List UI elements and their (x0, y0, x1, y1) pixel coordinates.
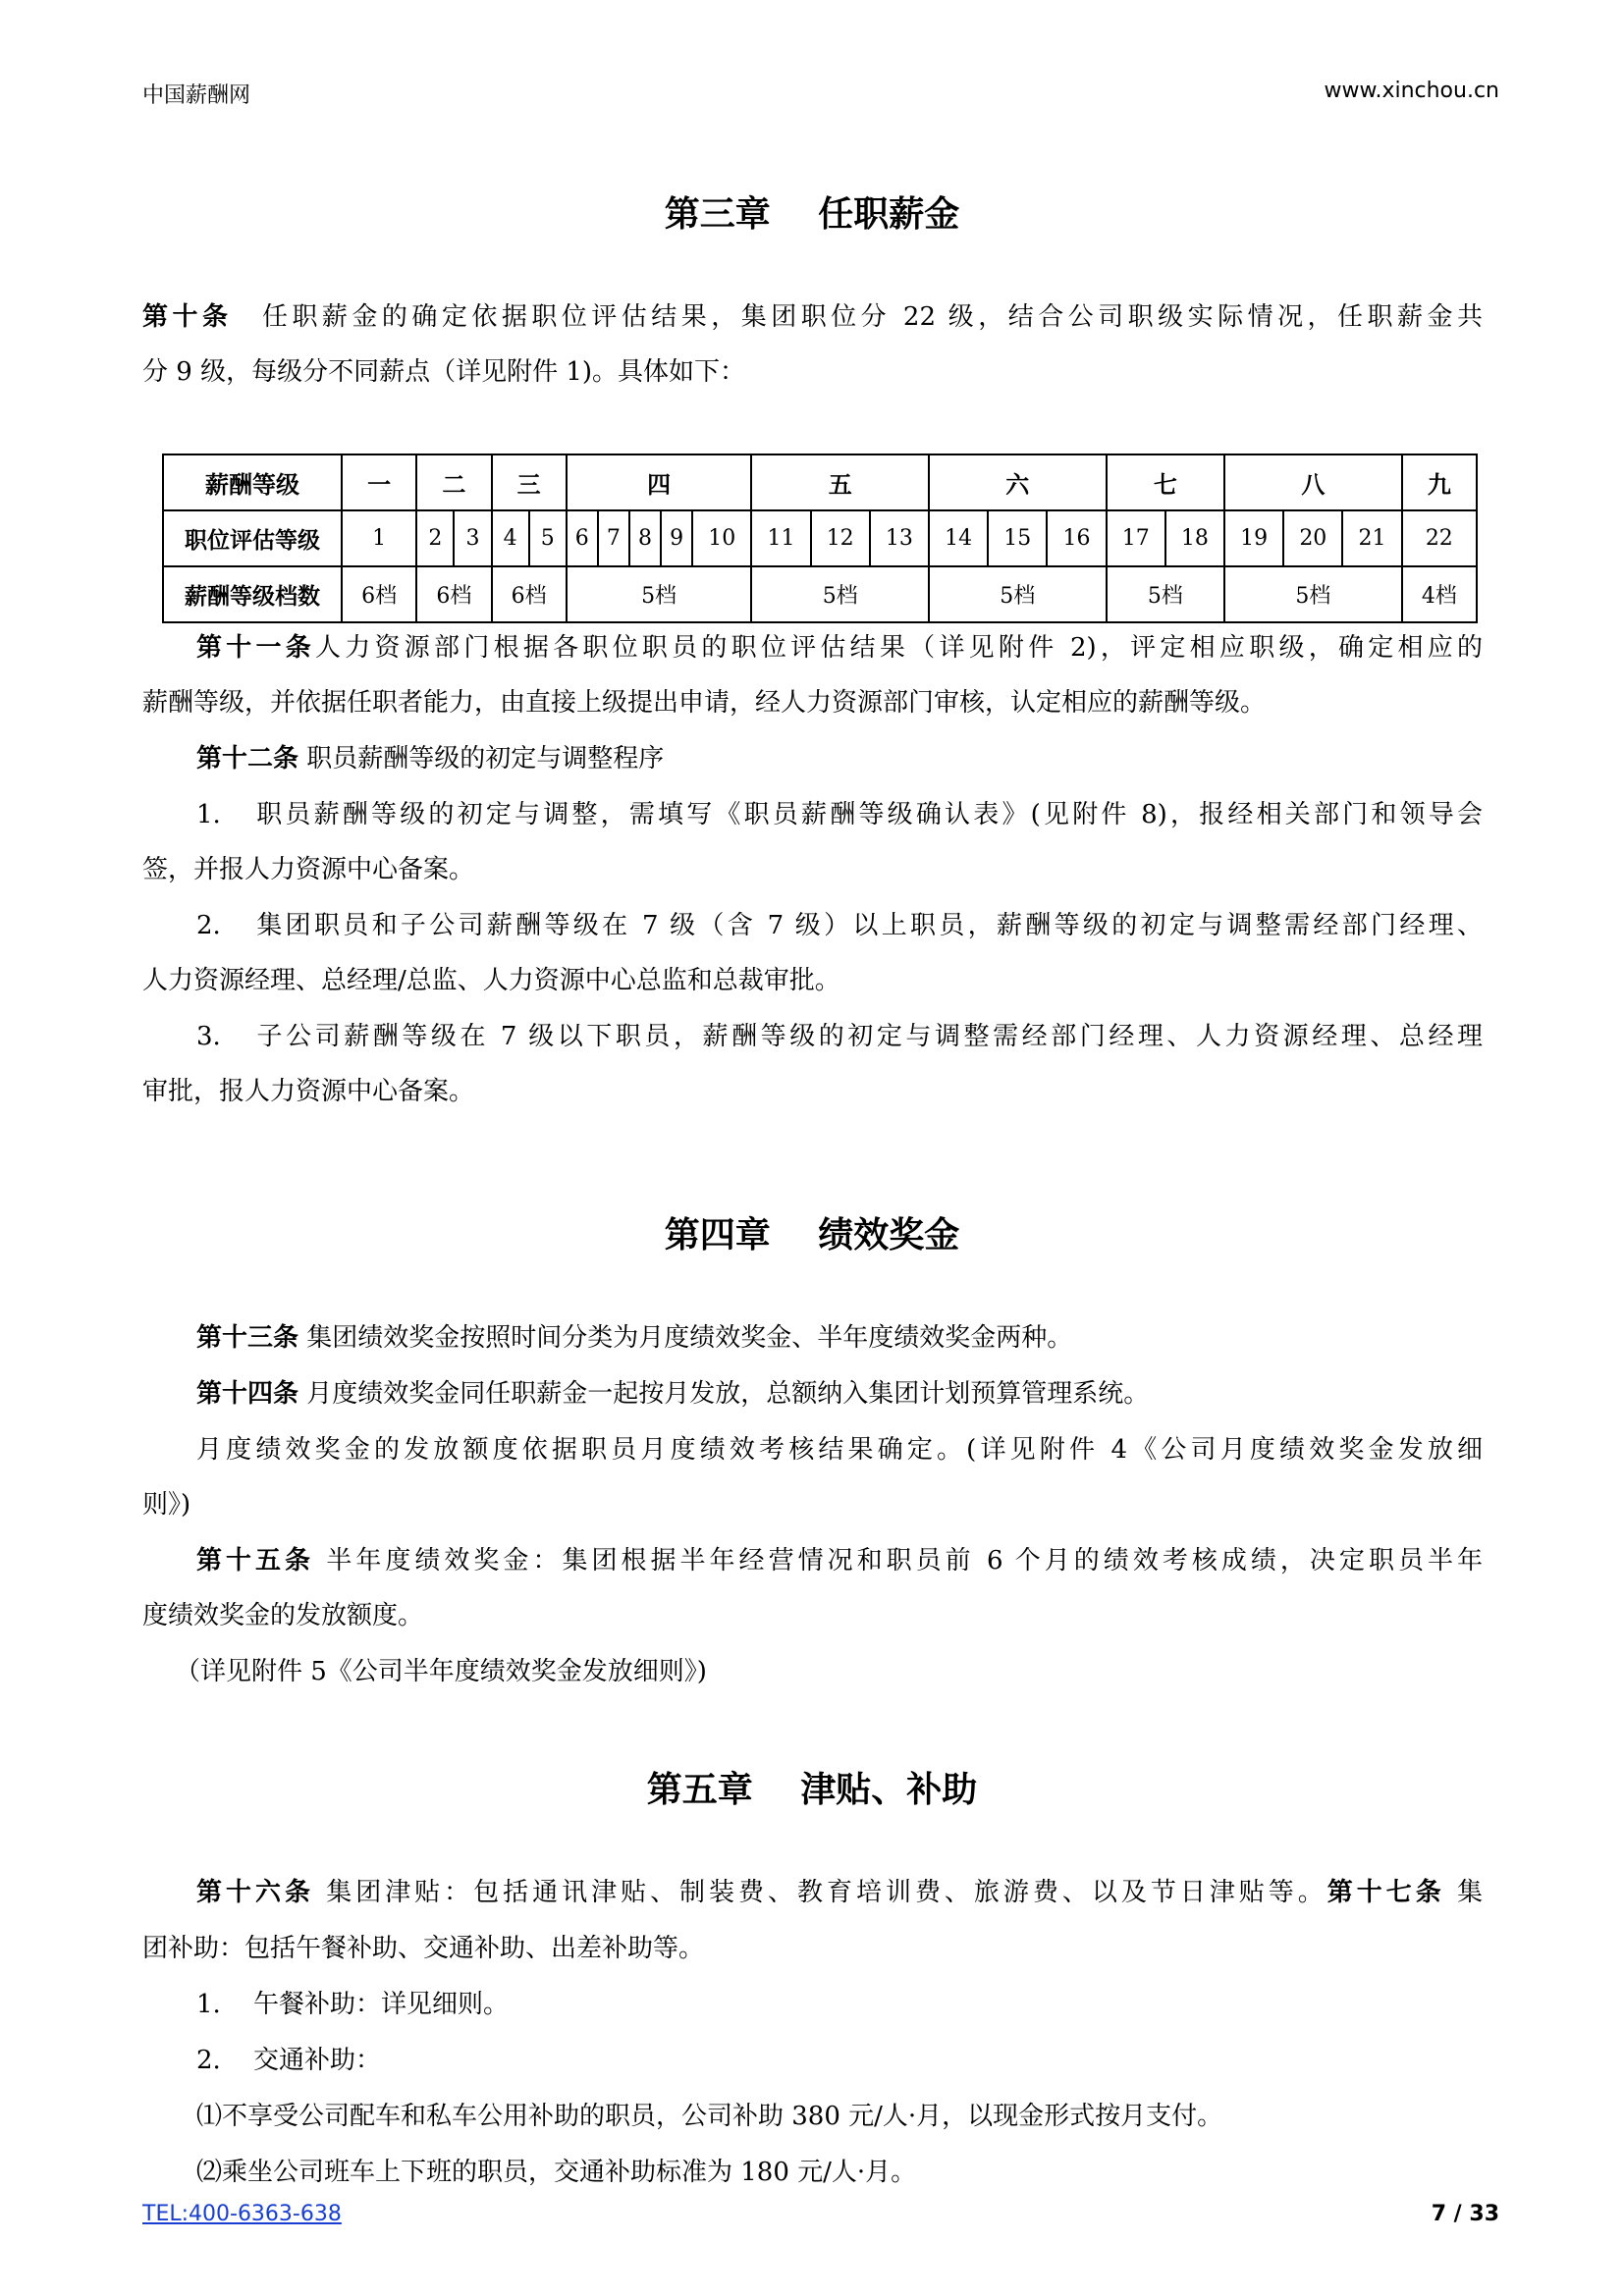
step-cell: 5档 (1224, 566, 1402, 622)
grade-cell: 七 (1107, 454, 1224, 510)
article-16-text: 集团津贴：包括通讯津贴、制装费、教育培训费、旅游费、以及节日津贴等。 (326, 1878, 1327, 1907)
level-cell: 4 (492, 510, 529, 566)
grade-cell: 四 (567, 454, 752, 510)
salary-grade-table (162, 454, 1478, 623)
step-cell: 5档 (567, 566, 752, 622)
level-cell: 15 (988, 510, 1047, 566)
grade-cell: 六 (929, 454, 1107, 510)
level-cell: 21 (1342, 510, 1401, 566)
article-13-label: 第十三条 (196, 1323, 299, 1353)
ch3-item3-line2: 审批，报人力资源中心备案。 (142, 1077, 475, 1106)
item-number: 2. (196, 911, 221, 940)
chapter4-title: 第四章 绩效奖金 (664, 1215, 960, 1255)
level-cell: 16 (1047, 510, 1106, 566)
grade-cell: 二 (416, 454, 491, 510)
level-cell: 14 (929, 510, 988, 566)
article-15-text: 半年度绩效奖金：集团根据半年经营情况和职员前 6 个月的绩效考核成绩，决定职员半年 (326, 1546, 1483, 1575)
level-cell: 9 (661, 510, 692, 566)
step-cell: 5档 (1107, 566, 1224, 622)
ch5-item2 (196, 2043, 1483, 2078)
item-text: 交通补助： (253, 2046, 382, 2075)
article-11-text: 人力资源部门根据各职位职员的职位评估结果（详见附件 2)，评定相应职级，确定相应的 (315, 633, 1483, 663)
ch3-item2-line2: 人力资源经理、总经理/总监、人力资源中心总监和总裁审批。 (142, 966, 840, 995)
level-cell: 3 (454, 510, 491, 566)
article-10-label: 第十条 (142, 302, 233, 332)
table-row (163, 566, 1477, 622)
article-13-text: 集团绩效奖金按照时间分类为月度绩效奖金、半年度绩效奖金两种。 (306, 1323, 1073, 1353)
step-cell: 6档 (342, 566, 416, 622)
grade-cell: 三 (492, 454, 567, 510)
item-number: 1. (196, 1990, 221, 2019)
article-15-line2: 度绩效奖金的发放额度。 (142, 1601, 424, 1630)
article-14-label: 第十四条 (196, 1379, 299, 1409)
level-cell: 13 (870, 510, 929, 566)
grade-cell: 九 (1402, 454, 1477, 510)
article-17-label: 第十七条 (1326, 1878, 1445, 1907)
article-17-text: 集 (1456, 1878, 1483, 1907)
level-cell: 10 (692, 510, 751, 566)
article-11-line2: 薪酬等级，并依据任职者能力，由直接上级提出申请，经人力资源部门审核，认定相应的薪酬等级。 (142, 688, 1267, 718)
grade-cell: 一 (342, 454, 416, 510)
level-cell: 18 (1165, 510, 1224, 566)
article-15-label: 第十五条 (196, 1546, 315, 1575)
article-11-label: 第十一条 (196, 633, 316, 663)
article-16-label: 第十六条 (196, 1878, 314, 1907)
header-url[interactable]: www.xinchou.cn (1324, 79, 1499, 103)
item-number: 2. (196, 2046, 221, 2075)
article-11-line1 (196, 630, 1483, 666)
step-cell: 6档 (492, 566, 567, 622)
row-header-position-level: 职位评估等级 (163, 510, 342, 566)
article-16-17-line1 (196, 1875, 1483, 1910)
grade-cell: 五 (751, 454, 929, 510)
ch5-sub2: ⑵乘坐公司班车上下班的职员，交通补助标准为 180 元/人·月。 (196, 2158, 917, 2187)
article-17-line2: 团补助：包括午餐补助、交通补助、出差补助等。 (142, 1934, 705, 1963)
article-14 (196, 1376, 1483, 1412)
chapter3-title: 第三章 任职薪金 (664, 194, 960, 235)
level-cell: 20 (1283, 510, 1342, 566)
ch3-item1-line2: 签，并报人力资源中心备案。 (142, 855, 475, 884)
article-12 (196, 741, 1483, 776)
level-cell: 17 (1107, 510, 1165, 566)
step-cell: 4档 (1402, 566, 1477, 622)
article-14-text: 月度绩效奖金同任职薪金一起按月发放，总额纳入集团计划预算管理系统。 (306, 1379, 1150, 1409)
footer-phone-link[interactable]: TEL:400-6363-638 (142, 2202, 342, 2226)
level-cell: 5 (529, 510, 567, 566)
level-cell: 19 (1224, 510, 1283, 566)
ch5-sub1: ⑴不享受公司配车和私车公用补助的职员，公司补助 380 元/人·月，以现金形式按月支付。 (196, 2102, 1223, 2131)
ch5-item1 (196, 1987, 1483, 2022)
article-10-text: 任职薪金的确定依据职位评估结果，集团职位分 22 级，结合公司职级实际情况，任职薪金共 (257, 302, 1483, 332)
article-12-label: 第十二条 (196, 744, 299, 774)
level-cell: 7 (598, 510, 629, 566)
header-site-name: 中国薪酬网 (142, 83, 251, 108)
item-text: 午餐补助：详见细则。 (253, 1990, 510, 2019)
grade-cell: 八 (1224, 454, 1402, 510)
ch3-item2-line1 (196, 908, 1483, 943)
ch3-item1-line1 (196, 797, 1483, 832)
item-text: 集团职员和子公司薪酬等级在 7 级（含 7 级）以上职员，薪酬等级的初定与调整需经部门经理、 (253, 911, 1483, 940)
article-10-line1 (142, 299, 1483, 335)
level-cell: 1 (342, 510, 416, 566)
footer-page-number: 7 / 33 (1431, 2202, 1499, 2226)
step-cell: 5档 (751, 566, 929, 622)
level-cell: 8 (629, 510, 661, 566)
chapter5-title: 第五章 津贴、补助 (646, 1770, 978, 1810)
ch3-item3-line1 (196, 1019, 1483, 1054)
level-cell: 2 (416, 510, 454, 566)
ch4-paragraph-line1: 月度绩效奖金的发放额度依据职员月度绩效考核结果确定。(详见附件 4《公司月度绩效奖金发放细 (196, 1435, 1483, 1465)
item-text: 职员薪酬等级的初定与调整，需填写《职员薪酬等级确认表》(见附件 8)，报经相关部门和领导会 (253, 800, 1483, 829)
level-cell: 22 (1402, 510, 1477, 566)
table-row (163, 510, 1477, 566)
level-cell: 11 (751, 510, 810, 566)
item-text: 子公司薪酬等级在 7 级以下职员，薪酬等级的初定与调整需经部门经理、人力资源经理、总经理 (253, 1022, 1483, 1051)
ch4-paragraph-line2: 则》) (142, 1490, 191, 1520)
level-cell: 6 (567, 510, 598, 566)
row-header-salary-grade: 薪酬等级 (163, 454, 342, 510)
article-13 (196, 1320, 1483, 1356)
item-number: 1. (196, 800, 221, 829)
item-number: 3. (196, 1022, 221, 1051)
article-10-line2: 分 9 级，每级分不同薪点（详见附件 1)。具体如下： (142, 357, 746, 387)
article-12-text: 职员薪酬等级的初定与调整程序 (306, 744, 665, 774)
article-15-line1 (196, 1543, 1483, 1578)
step-cell: 5档 (929, 566, 1107, 622)
ch4-paragraph-2: （详见附件 5《公司半年度绩效奖金发放细则》) (175, 1657, 707, 1686)
row-header-step-count: 薪酬等级档数 (163, 566, 342, 622)
step-cell: 6档 (416, 566, 491, 622)
table-row (163, 454, 1477, 510)
level-cell: 12 (811, 510, 870, 566)
